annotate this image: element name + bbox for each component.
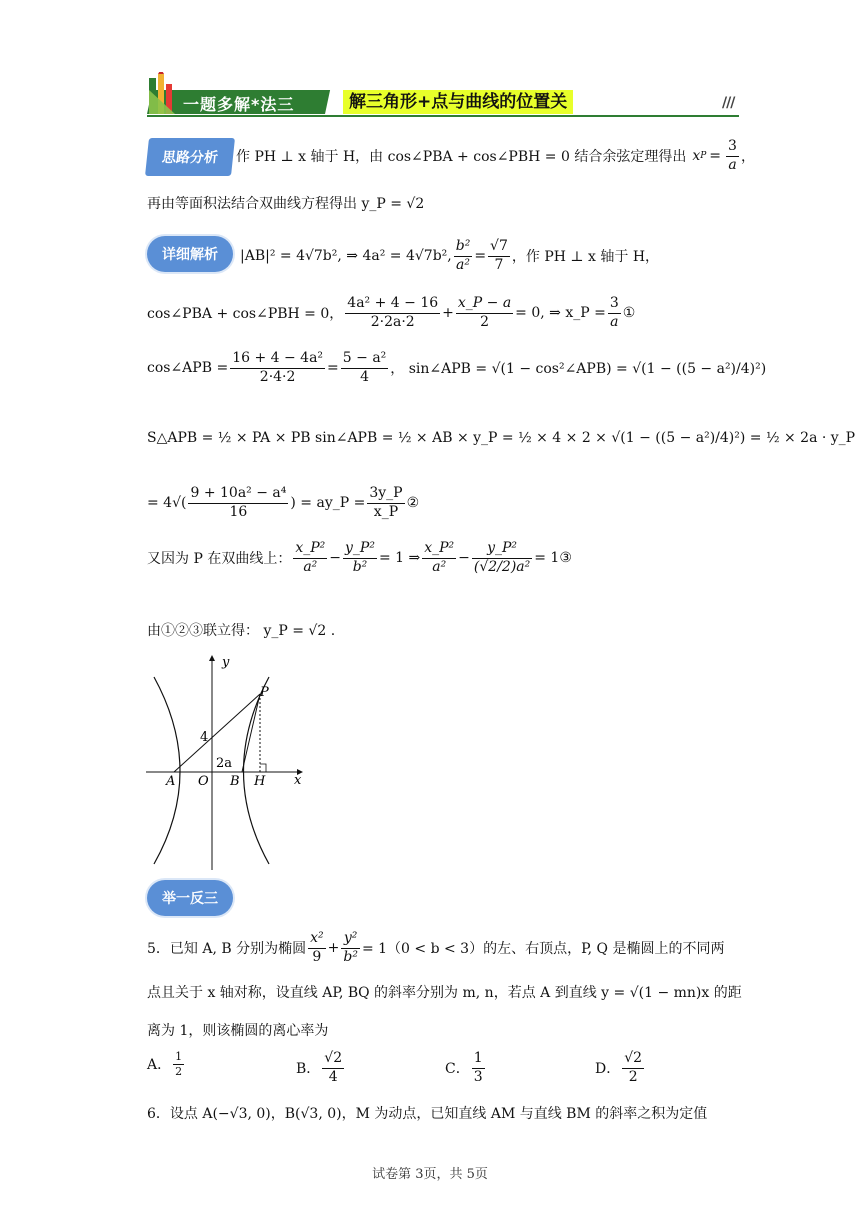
tag-analysis: 思路分析 xyxy=(145,138,235,176)
label-p: P xyxy=(260,685,269,700)
tag-detail: 详细解析 xyxy=(147,236,233,272)
label-b: B xyxy=(230,774,240,789)
right-angle-mark xyxy=(260,764,266,772)
analysis-line-2: 再由等面积法结合双曲线方程得出 y_P = √2 xyxy=(147,196,425,212)
q5-line-3: 离为 1，则该椭圆的离心率为 xyxy=(147,1023,329,1039)
ruler-pencil-icon xyxy=(147,72,181,116)
detail-line-7: 由①②③联立得： y_P = √2 . xyxy=(147,623,336,639)
option-d[interactable]: D． $\frac{√2}{2}$ xyxy=(595,1050,643,1085)
tag-practice: 举一反三 xyxy=(147,880,233,916)
detail-line-4: S△APB = ½ × PA × PB sin∠APB = ½ × AB × y_P = ½ × 4 × 2 × √(1 − ((5 − a²)/4)²) = ½ × 2a · y_P xyxy=(147,430,856,446)
detail-line-6: 又因为 P 在双曲线上： $\frac{\text{x\_P²}}{\text{a²}}$ − $\frac{\text{y\_P²}}{\text{b²}}$ = 1 ⇒ $\frac{\text{x\_P²}}{\text{a²}}$ − $\frac{\text{y\_P²}}{\text{(√2/2)a²}}$ = 1③ xyxy=(147,540,572,575)
page-footer: 试卷第 3页，共 5页 xyxy=(372,1167,488,1182)
detail-line-3: cos∠APB = $\frac{\text{16 + 4 − 4a²}}{2\cdot 4\cdot 2}$ = $\frac{\text{5 − a²}}{4}$ ， sin∠APB = √(1 − cos²∠APB) = √(1 − ((5 − a²)/4)²) xyxy=(147,350,767,385)
analysis-line-1: 作 PH ⊥ x 轴于 H，由 cos∠PBA + cos∠PBH = 0 结合余弦定理得出 x P = $\frac{3}{a}$ ， xyxy=(236,138,755,173)
label-4: 4 xyxy=(200,730,209,745)
analysis-text: 作 PH ⊥ x 轴于 H，由 cos∠PBA + cos∠PBH = 0 结合余弦定理得出 xyxy=(236,149,687,165)
label-h: H xyxy=(254,774,266,789)
option-a[interactable]: A． $\frac{1}{2}$ xyxy=(147,1050,183,1078)
header-slash-mark: /// xyxy=(722,95,735,111)
label-x: x xyxy=(294,773,302,788)
q5-line-2: 点且关于 x 轴对称，设直线 AP, BQ 的斜率分别为 m, n，若点 A 到直线 y = √(1 − mn)x 的距 xyxy=(147,985,742,1001)
q5-line-1: 5．已知 A, B 分别为椭圆 $\frac{\text{x²}}{9}$ + $\frac{\text{y²}}{\text{b²}}$ = 1（0 < b < 3）的左、右顶点，P, Q 是椭圆上的不同两 xyxy=(147,930,725,965)
header-title-left: 一题多解*法三 xyxy=(183,95,295,114)
label-2a: 2a xyxy=(216,756,233,771)
header-title-right: 解三角形+点与曲线的位置关 xyxy=(343,90,573,114)
option-b[interactable]: B． $\frac{√2}{4}$ xyxy=(296,1050,343,1085)
option-c[interactable]: C． $\frac{1}{3}$ xyxy=(445,1050,483,1085)
segment-bp xyxy=(242,694,260,772)
hyperbola-figure xyxy=(146,652,304,874)
header-underline xyxy=(147,115,739,117)
detail-line-2: cos∠PBA + cos∠PBH = 0， $\frac{\text{4a² + 4 − 16}}{2\cdot 2a\cdot 2}$ + $\frac{x\_P - a}{2}$ = 0, ⇒ x_P = $\frac{3}{a}$ ① xyxy=(147,295,636,330)
q6-line-1: 6．设点 A(−√3, 0)，B(√3, 0)，M 为动点，已知直线 AM 与直线 BM 的斜率之积为定值 xyxy=(147,1106,708,1122)
label-o: O xyxy=(198,774,209,789)
detail-line-5: = 4√( $\frac{\text{9 + 10a² − a⁴}}{16}$ ) = ay_P = $\frac{3y\_P}{x\_P}$ ② xyxy=(147,485,420,520)
detail-line-1: |AB|² = 4√7b², ⇒ 4a² = 4√7b², $\frac{\text{b²}}{\text{a²}}$ = $\frac{√7}{7}$ ，作 PH ⊥ x 轴于 H， xyxy=(240,238,660,273)
label-y: y xyxy=(222,655,230,670)
label-a: A xyxy=(166,774,176,789)
analysis-xp: x xyxy=(692,148,701,164)
analysis-frac: $\frac{3}{a}$ xyxy=(728,138,737,173)
